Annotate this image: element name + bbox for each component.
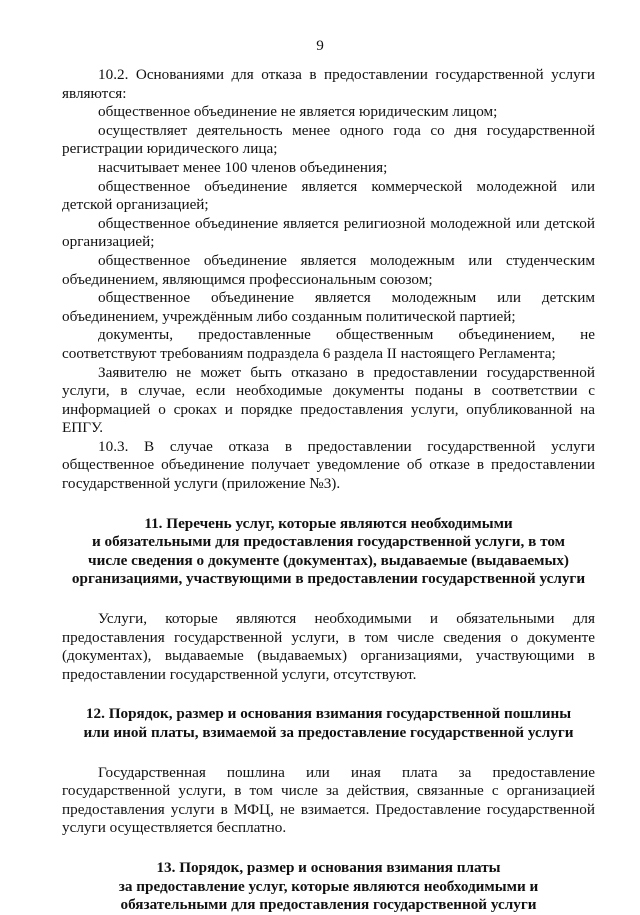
section-12-heading-line-1: 12. Порядок, размер и основания взимания государственной пошлины: [85, 705, 572, 723]
section-11-paragraph: Услуги, которые являются необходимыми и обязательными для предоставления государственной услуги, в том числе сведения о документе (документах), выдаваемые (выдаваемых) организациями, участвующими в предоставлении государственной услуги, отсутствуют.: [62, 610, 595, 683]
section-13-heading: [62, 859, 595, 915]
section-11-heading-line-1: 11. Перечень услуг, которые являются необходимыми: [144, 514, 513, 532]
section-11-heading-line-3: числе сведения о документе (документах), выдаваемые (выдаваемых): [88, 551, 569, 569]
section-13-heading-line-2: за предоставление услуг, которые являются необходимыми и: [118, 877, 539, 895]
page-number: 9: [316, 37, 324, 54]
refusal-ground-4: общественное объединение является коммерческой молодежной или детской организацией;: [62, 177, 595, 214]
refusal-ground-3: насчитывает менее 100 членов объединения;: [98, 158, 388, 176]
section-11-heading-line-4: организациями, участвующими в предоставлении государственной услуги: [71, 570, 586, 588]
section-10-2-intro: 10.2. Основаниями для отказа в предоставлении государственной услуги являются:: [62, 66, 595, 102]
refusal-ground-8: документы, предоставленные общественным объединением, не соответствуют требованиям подраздела 6 раздела II настоящего Регламента;: [62, 326, 595, 362]
refusal-ground-7: общественное объединение является молодежным или детским объединением, учреждённым либо созданным политической партией;: [62, 289, 595, 325]
refusal-ground-1: общественное объединение не является юридическим лицом;: [98, 103, 498, 121]
section-12-paragraph: Государственная пошлина или иная плата за предоставление государственной услуги, в том числе за действия, связанные с организацией предоставления услуги в МФЦ, не взимается. Предоставление государственной услуги осуществляется бесплатно.: [62, 763, 595, 837]
section-11-heading-line-2: и обязательными для предоставления государственной услуги, в том: [91, 533, 566, 551]
refusal-ground-6: общественное объединение является молодежным или студенческим объединением, являющимся профессиональным союзом;: [62, 251, 595, 288]
refusal-ground-5: общественное объединение является религиозной молодежной или детской организацией;: [62, 214, 595, 251]
refusal-ground-2: осуществляет деятельность менее одного года со дня государственной регистрации юридического лица;: [62, 121, 595, 158]
section-12-heading: [62, 705, 595, 742]
section-13-heading-line-3: обязательными для предоставления государственной услуги: [120, 896, 537, 914]
section-13-heading-line-1: 13. Порядок, размер и основания взимания платы: [156, 858, 501, 876]
document-body: [62, 66, 595, 915]
refusal-exception-paragraph: Заявителю не может быть отказано в предоставлении государственной услуги, в случае, если необходимые документы поданы в соответствии с информацией о сроках и порядке предоставления услуги, опубликованной на ЕПГУ.: [62, 363, 595, 437]
section-11-heading: [62, 515, 595, 589]
section-10-3-paragraph: 10.3. В случае отказа в предоставлении государственной услуги общественное объединение получает уведомление об отказе в предоставлении государственной услуги (приложение №3).: [62, 437, 595, 493]
section-12-heading-line-2: или иной платы, взимаемой за предоставление государственной услуги: [83, 724, 574, 741]
